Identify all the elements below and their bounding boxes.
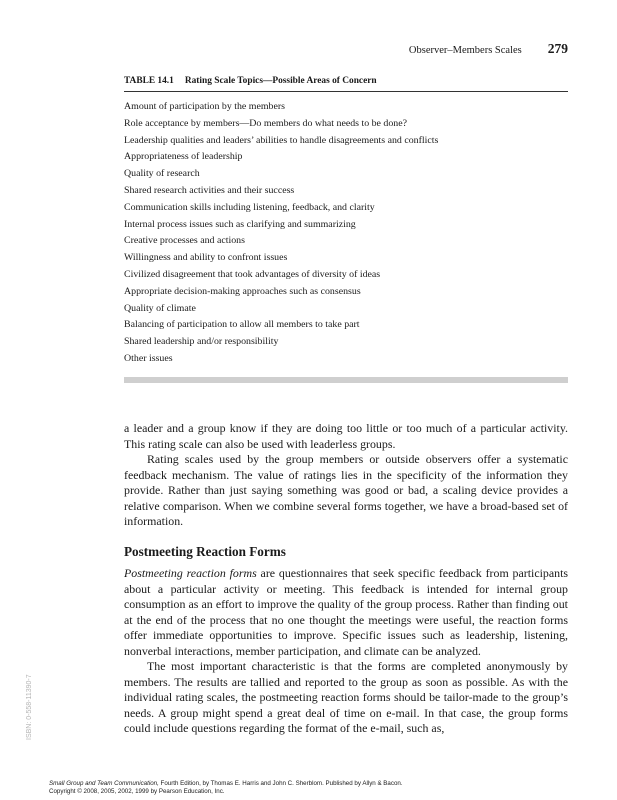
rating-scale-table bbox=[124, 76, 568, 383]
isbn-margin-note: ISBN: 0-558-11390-7 bbox=[26, 674, 33, 740]
body-text-lower bbox=[124, 566, 568, 737]
table-item: Appropriate decision-making approaches such as consensus bbox=[124, 285, 361, 297]
page-number: 279 bbox=[547, 41, 568, 56]
copyright-footer bbox=[49, 780, 403, 796]
section-heading: Postmeeting Reaction Forms bbox=[124, 544, 286, 559]
table-item: Communication skills including listening, feedback, and clarity bbox=[124, 201, 375, 213]
table-caption bbox=[124, 76, 568, 92]
table-item: Internal process issues such as clarifying and summarizing bbox=[124, 218, 356, 230]
paragraph bbox=[124, 566, 568, 659]
table-item: Quality of climate bbox=[124, 302, 196, 314]
paragraph: a leader and a group know if they are doing too little or too much of a particular activity. This rating scale can also be used with leaderless groups. bbox=[124, 421, 568, 451]
table-title: Rating Scale Topics—Possible Areas of Concern bbox=[184, 76, 377, 86]
table-item: Role acceptance by members—Do members do what needs to be done? bbox=[124, 117, 407, 129]
table-item: Shared leadership and/or responsibility bbox=[124, 336, 279, 348]
defined-term: Postmeeting reaction forms bbox=[124, 566, 257, 580]
table-item: Shared research activities and their success bbox=[124, 184, 295, 196]
footer-line-2: Copyright © 2008, 2005, 2002, 1999 by Pearson Education, Inc. bbox=[49, 787, 225, 795]
table-item: Leadership qualities and leaders’ abilities to handle disagreements and conflicts bbox=[124, 134, 439, 146]
book-title: Small Group and Team Communication, bbox=[49, 780, 159, 787]
running-head bbox=[409, 41, 568, 57]
table-item: Creative processes and actions bbox=[124, 235, 245, 247]
table-bottom-bar bbox=[124, 377, 568, 383]
table-item: Amount of participation by the members bbox=[124, 101, 285, 112]
paragraph: The most important characteristic is that the forms are completed anonymously by members. The results are tallied and reported to the group as soon as possible. As with the individual rating scales, the postmeeting reaction forms should be tailor-made to the group’s needs. A group might spend a great deal of time on e-mail. In that case, the group forms could include questions regarding the format of the e-mail, such as, bbox=[124, 659, 568, 735]
table-item: Appropriateness of leadership bbox=[124, 151, 243, 163]
body-text-upper bbox=[124, 421, 568, 530]
table-item: Balancing of participation to allow all members to take part bbox=[124, 319, 360, 331]
table-item: Willingness and ability to confront issues bbox=[124, 252, 288, 264]
running-title: Observer–Members Scales bbox=[408, 45, 522, 56]
footer-line-1 bbox=[49, 780, 403, 788]
table-item-list bbox=[124, 99, 568, 368]
table-item: Quality of research bbox=[124, 168, 200, 180]
table-item: Other issues bbox=[124, 352, 173, 364]
table-item: Civilized disagreement that took advantages of diversity of ideas bbox=[124, 268, 381, 280]
footer-publication: Fourth Edition, by Thomas E. Harris and John C. Sherblom. Published by Allyn & Bacon. bbox=[158, 780, 403, 787]
paragraph: Rating scales used by the group members or outside observers offer a systematic feedback mechanism. The value of ratings lies in the specificity of the information they provide. Rather than just saying something was good or bad, a scaling device provides a relative comparison. When we combine several forms together, we have a broad-based set of information. bbox=[124, 452, 568, 528]
table-label: TABLE 14.1 bbox=[124, 76, 174, 86]
paragraph-text: are questionnaires that seek specific feedback from participants about a particular activity or meeting. This feedback is intended for internal group consumption as an effort to improve the quality of the group process. Rather than finding out at the end of the process that no one thought the meetings were useful, the reaction forms offer immediate opportunities to improve. Specific issues such as leadership, listening, nonverbal interactions, member participation, and climate can be analyzed. bbox=[124, 566, 568, 658]
